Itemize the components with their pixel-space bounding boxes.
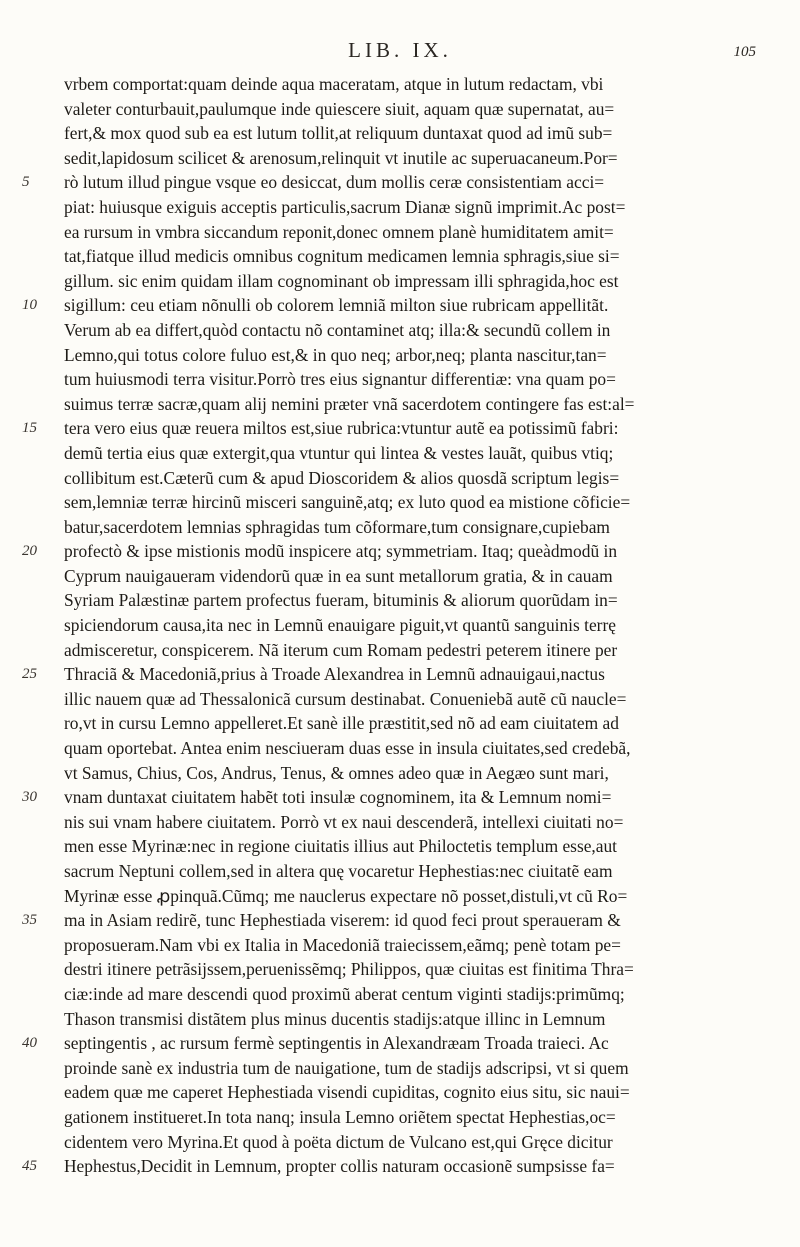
line-text: cidentem vero Myrina.Et quod à poëta dictum de Vulcano est,qui Gręce dicitur <box>64 1131 613 1152</box>
line-text: Thason transmisi distãtem plus minus ducentis stadijs:atque illinc in Lemnum <box>64 1008 606 1029</box>
text-line <box>0 244 800 269</box>
line-text: nis sui vnam habere ciuitatem. Porrò vt ex naui descenderã, intellexi ciuitati no= <box>64 811 624 832</box>
line-number-marker: 25 <box>22 666 37 683</box>
line-number-marker: 30 <box>22 789 37 806</box>
text-line <box>0 908 800 933</box>
line-text: vnam duntaxat ciuitatem habẽt toti insulæ cognominem, ita & Lemnum nomi= <box>64 787 612 808</box>
line-text: men esse Myrinæ:nec in regione ciuitatis illius aut Philoctetis templum esse,aut <box>64 836 618 857</box>
line-number-marker: 10 <box>22 297 37 314</box>
text-line <box>0 1007 800 1032</box>
line-text: Verum ab ea differt,quòd contactu nõ contaminet atq; illa:& secundũ collem in <box>64 319 611 340</box>
line-text: rò lutum illud pingue vsque eo desiccat, dum mollis ceræ consistentiam acci= <box>64 172 605 193</box>
text-line <box>0 466 800 491</box>
line-number-marker: 15 <box>22 420 37 437</box>
line-text: ro,vt in cursu Lemno appelleret.Et sanè ille præstitit,sed nõ ad eam ciuitatem ad <box>64 713 619 734</box>
text-line <box>0 810 800 835</box>
text-line <box>0 72 800 97</box>
text-line <box>0 97 800 122</box>
line-text: tum huiusmodi terra visitur.Porrò tres eius signantur differentiæ: vna quam po= <box>64 369 616 390</box>
line-text: sedit,lapidosum scilicet & arenosum,relinquit vt inutile ac superuacaneum.Por= <box>64 147 618 168</box>
text-line <box>0 367 800 392</box>
line-number-marker: 20 <box>22 543 37 560</box>
line-text: suimus terræ sacræ,quam alij nemini præter vnã sacerdotem contingere fas est:al= <box>64 393 635 414</box>
text-line <box>0 220 800 245</box>
text-line <box>0 539 800 564</box>
line-text: valeter conturbauit,paulumque inde quiescere siuit, aquam quæ supernatat, au= <box>64 98 615 119</box>
text-line <box>0 711 800 736</box>
text-line <box>0 613 800 638</box>
text-line <box>0 515 800 540</box>
line-text: ma in Asiam redirẽ, tunc Hephestiada viserem: id quod feci prout speraueram & <box>64 910 621 931</box>
text-line <box>0 318 800 343</box>
line-number-marker: 35 <box>22 912 37 929</box>
text-line <box>0 859 800 884</box>
line-text: proinde sanè ex industria tum de nauigatione, tum de stadijs adscripsi, vt si quem <box>64 1057 629 1078</box>
line-text: sem,lemniæ terræ hircinũ misceri sanguinẽ,atq; ex luto quod ea mistione cõficie= <box>64 492 631 513</box>
line-text: collibitum est.Cæterũ cum & apud Dioscoridem & alios quosdã scriptum legis= <box>64 467 620 488</box>
text-line <box>0 687 800 712</box>
line-text: demũ tertia eius quæ extergit,qua vtuntur qui lintea & vestes lauãt, quibus vtiq; <box>64 442 614 463</box>
line-text: septingentis , ac rursum fermè septingentis in Alexandræam Troada traieci. Ac <box>64 1033 609 1054</box>
line-text: gationem institueret.In tota nanq; insula Lemno oriẽtem spectat Hephestias,oc= <box>64 1106 616 1127</box>
text-line <box>0 293 800 318</box>
text-line <box>0 957 800 982</box>
line-text: gillum. sic enim quidam illam cognominant ob impressam illi sphragida,hoc est <box>64 270 619 291</box>
text-line <box>0 1154 800 1179</box>
line-text: vt Samus, Chius, Cos, Andrus, Tenus, & omnes adeo quæ in Aegæo sunt mari, <box>64 762 609 783</box>
text-line <box>0 1105 800 1130</box>
line-text: Lemno,qui totus colore fuluo est,& in quo neq; arbor,neq; planta nascitur,tan= <box>64 344 607 365</box>
line-text: destri itinere petrãsijssem,peruenissẽmq; Philippos, quæ ciuitas est finitima Thra= <box>64 959 634 980</box>
line-text: ea rursum in vmbra siccandum reponit,donec omnem planè humiditatem amit= <box>64 221 614 242</box>
text-line <box>0 146 800 171</box>
running-head <box>0 38 800 68</box>
line-text: Syriam Palæstinæ partem profectus fueram, bituminis & aliorum quorũdam in= <box>64 590 618 611</box>
line-text: batur,sacerdotem lemnias sphragidas tum cõformare,tum consignare,cupiebam <box>64 516 610 537</box>
line-number-marker: 40 <box>22 1035 37 1052</box>
text-line <box>0 170 800 195</box>
text-line <box>0 392 800 417</box>
text-line <box>0 269 800 294</box>
text-line <box>0 982 800 1007</box>
text-line <box>0 1031 800 1056</box>
body-text <box>0 72 800 1179</box>
line-text: eadem quæ me caperet Hephestiada visendi cupiditas, cognito eius situ, sic naui= <box>64 1082 630 1103</box>
line-text: vrbem comportat:quam deinde aqua maceratam, atque in lutum redactam, vbi <box>64 74 604 94</box>
text-line <box>0 195 800 220</box>
line-text: tera vero eius quæ reuera miltos est,siue rubrica:vtuntur autẽ ea potissimũ fabri: <box>64 418 619 439</box>
line-text: fert,& mox quod sub ea est lutum tollit,at reliquum duntaxat quod ad imũ sub= <box>64 123 613 144</box>
text-line <box>0 1056 800 1081</box>
page-number: 105 <box>733 44 756 60</box>
text-line <box>0 638 800 663</box>
text-line <box>0 1080 800 1105</box>
line-text: Thraciã & Macedoniã,prius à Troade Alexandrea in Lemnũ adnauigaui,nactus <box>64 664 605 685</box>
line-text: Hephestus,Decidit in Lemnum, propter collis naturam occasionẽ sumpsisse fa= <box>64 1156 615 1177</box>
text-line <box>0 662 800 687</box>
text-line <box>0 564 800 589</box>
book-title: LIB. IX. <box>348 38 452 62</box>
text-line <box>0 884 800 909</box>
line-text: Myrinæ esse ꝓpinquã.Cũmq; me nauclerus expectare nõ posset,distuli,vt cũ Ro= <box>64 885 628 906</box>
line-text: sigillum: ceu etiam nõnulli ob colorem lemniã milton siue rubricam appellitãt. <box>64 295 609 316</box>
line-text: tat,fiatque illud medicis omnibus cognitum medicamen lemnia sphragis,siue si= <box>64 246 620 267</box>
text-line <box>0 416 800 441</box>
text-line <box>0 736 800 761</box>
line-text: piat: huiusque exiguis acceptis particulis,sacrum Dianæ signũ imprimit.Ac post= <box>64 196 626 217</box>
line-text: proposueram.Nam vbi ex Italia in Macedoniã traiecissem,eãmq; penè totam pe= <box>64 934 621 955</box>
text-line <box>0 441 800 466</box>
text-line <box>0 121 800 146</box>
text-line <box>0 1130 800 1155</box>
line-text: ciæ:inde ad mare descendi quod proximũ aberat centum viginti stadijs:primũmq; <box>64 983 625 1004</box>
line-text: profectò & ipse mistionis modũ inspicere atq; symmetriam. Itaq; queàdmodũ in <box>64 541 618 562</box>
text-line <box>0 761 800 786</box>
text-line <box>0 933 800 958</box>
line-text: sacrum Neptuni collem,sed in altera quę vocaretur Hephestias:nec ciuitatẽ eam <box>64 861 613 881</box>
line-text: Cyprum nauigaueram videndorũ quæ in ea sunt metallorum gratia, & in cauam <box>64 565 613 586</box>
line-number-marker: 5 <box>22 174 30 191</box>
text-line <box>0 834 800 859</box>
text-line <box>0 785 800 810</box>
line-text: spiciendorum causa,ita nec in Lemnũ enauigare piguit,vt quantũ sanguinis terrę <box>64 615 616 636</box>
line-text: quam oportebat. Antea enim nesciueram duas esse in insula ciuitates,sed credebã, <box>64 738 631 759</box>
line-text: admisceretur, conspicerem. Nã iterum cum Romam pedestri peterem itinere per <box>64 639 618 660</box>
text-line <box>0 588 800 613</box>
line-text: illic nauem quæ ad Thessalonicã cursum destinabat. Conueniebã autẽ cũ naucle= <box>64 688 627 709</box>
text-line <box>0 343 800 368</box>
line-number-marker: 45 <box>22 1158 37 1175</box>
text-line <box>0 490 800 515</box>
